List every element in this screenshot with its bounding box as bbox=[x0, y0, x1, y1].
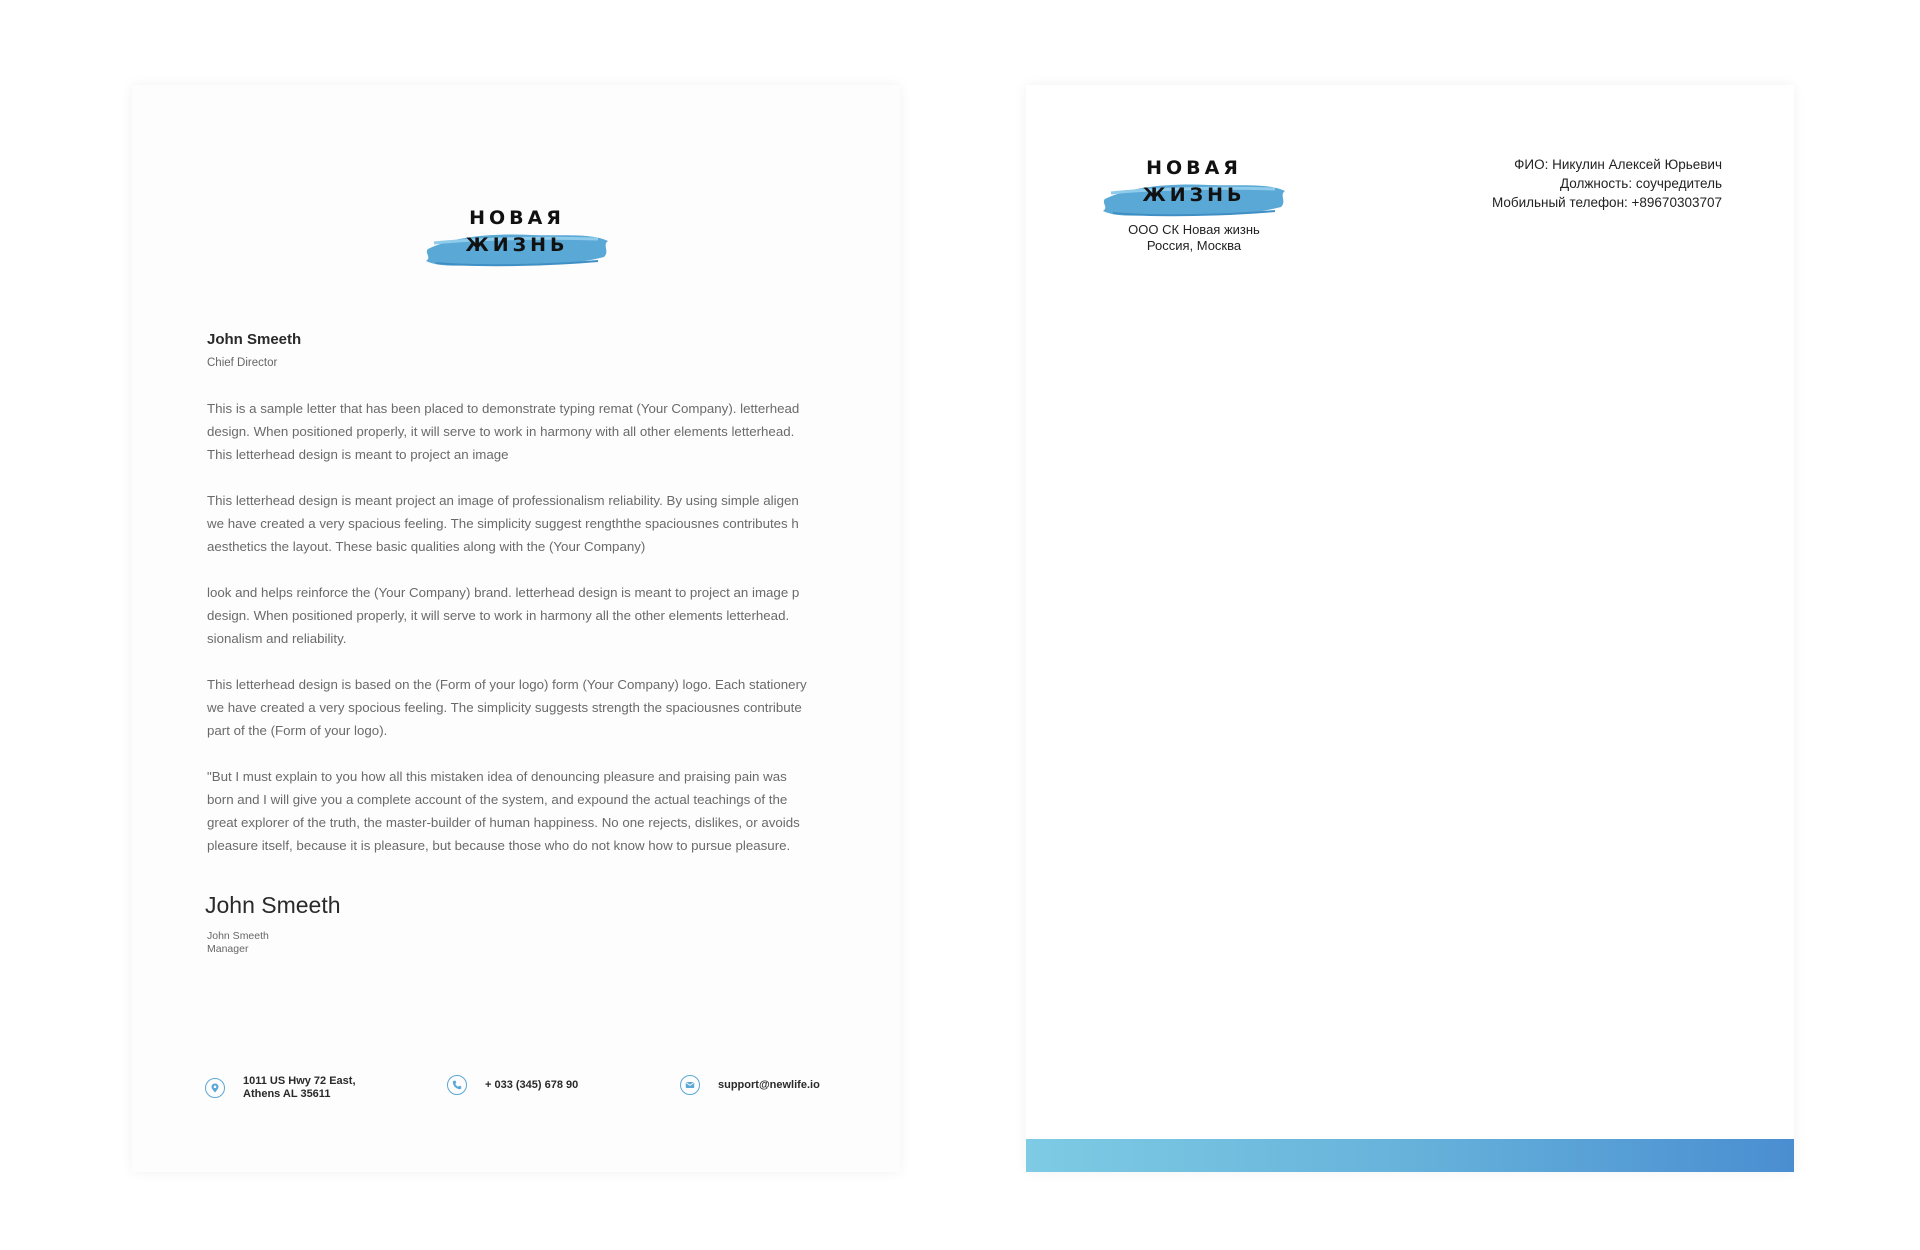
paragraph-line: sionalism and reliability. bbox=[207, 631, 347, 646]
letter-body bbox=[207, 397, 807, 880]
org-name: ООО СК Новая жизнь bbox=[1128, 222, 1260, 237]
phone-icon bbox=[447, 1075, 467, 1095]
address-line-2: Athens AL 35611 bbox=[243, 1088, 331, 1100]
email-address[interactable]: support@newlife.io bbox=[718, 1078, 820, 1091]
letter-paragraph bbox=[207, 765, 807, 857]
footer-phone bbox=[447, 1075, 578, 1095]
sender-role: Chief Director bbox=[207, 357, 278, 369]
logo-word-2: ЖИЗНЬ bbox=[465, 234, 569, 256]
paragraph-line: part of the (Form of your logo). bbox=[207, 723, 388, 738]
paragraph-line: aesthetics the layout. These basic qualities along with the (Your Company) bbox=[207, 539, 646, 554]
company-logo bbox=[1099, 153, 1289, 223]
paragraph-line: look and helps reinforce the (Your Company) brand. letterhead design is meant to project an image p bbox=[207, 585, 800, 600]
footer-email bbox=[680, 1075, 820, 1095]
sender-name: John Smeeth bbox=[207, 331, 302, 348]
contact-fio: ФИО: Никулин Алексей Юрьевич bbox=[1514, 157, 1722, 172]
paragraph-line: we have created a very spacious feeling. The simplicity suggest rengththe spaciousnes contributes h bbox=[207, 516, 799, 531]
letter-paragraph bbox=[207, 489, 807, 558]
letter-paragraph bbox=[207, 673, 807, 742]
paragraph-line: design. When positioned properly, it will serve to work in harmony with all other elements letterhead. bbox=[207, 424, 795, 439]
logo-word-1: НОВАЯ bbox=[1146, 157, 1242, 179]
contact-position: Должность: соучредитель bbox=[1559, 176, 1722, 191]
letterhead-sheet-right bbox=[1026, 85, 1794, 1172]
contact-info bbox=[1492, 155, 1722, 212]
signature-details bbox=[207, 930, 269, 956]
paragraph-line: pleasure itself, because it is pleasure, but because those who do not know how to pursue pleasure. bbox=[207, 838, 791, 853]
signature-name: John Smeeth bbox=[205, 892, 341, 918]
location-pin-icon bbox=[205, 1078, 225, 1098]
paragraph-line: This letterhead design is based on the (Form of your logo) form (Your Company) logo. Each stationery bbox=[207, 677, 807, 692]
letter-paragraph bbox=[207, 581, 807, 650]
paragraph-line: born and I will give you a complete account of the system, and expound the actual teachings of the bbox=[207, 792, 788, 807]
footer-address bbox=[205, 1075, 356, 1101]
mail-icon bbox=[680, 1075, 700, 1095]
paragraph-line: great explorer of the truth, the master-builder of human happiness. No one rejects, dislikes, or avoids bbox=[207, 815, 800, 830]
paragraph-line: "But I must explain to you how all this mistaken idea of denouncing pleasure and praising pain was bbox=[207, 769, 787, 784]
paragraph-line: design. When positioned properly, it will serve to work in harmony all the other elements letterhead. bbox=[207, 608, 790, 623]
address-line-1: 1011 US Hwy 72 East, bbox=[243, 1075, 356, 1087]
signature-line-title: Manager bbox=[207, 943, 249, 955]
organization-info bbox=[1119, 222, 1269, 254]
letterhead-sheet-left bbox=[132, 85, 900, 1172]
contact-phone: Мобильный телефон: +89670303707 bbox=[1491, 195, 1722, 210]
logo-word-1: НОВАЯ bbox=[469, 207, 565, 229]
letter-paragraph bbox=[207, 397, 807, 466]
paragraph-line: This is a sample letter that has been placed to demonstrate typing remat (Your Company). letterhead bbox=[207, 401, 800, 416]
phone-number[interactable]: + 033 (345) 678 90 bbox=[485, 1078, 579, 1091]
paragraph-line: This letterhead design is meant project an image of professionalism reliability. By using simple aligen bbox=[207, 493, 799, 508]
paragraph-line: This letterhead design is meant to project an image bbox=[207, 447, 509, 462]
paragraph-line: we have created a very spocious feeling. The simplicity suggests strength the spaciousnes contribute bbox=[207, 700, 802, 715]
signature-line-name: John Smeeth bbox=[207, 930, 269, 942]
logo-word-2: ЖИЗНЬ bbox=[1142, 184, 1246, 206]
footer-gradient-bar bbox=[1026, 1139, 1794, 1172]
company-logo bbox=[422, 203, 612, 273]
org-location: Россия, Москва bbox=[1146, 238, 1242, 253]
